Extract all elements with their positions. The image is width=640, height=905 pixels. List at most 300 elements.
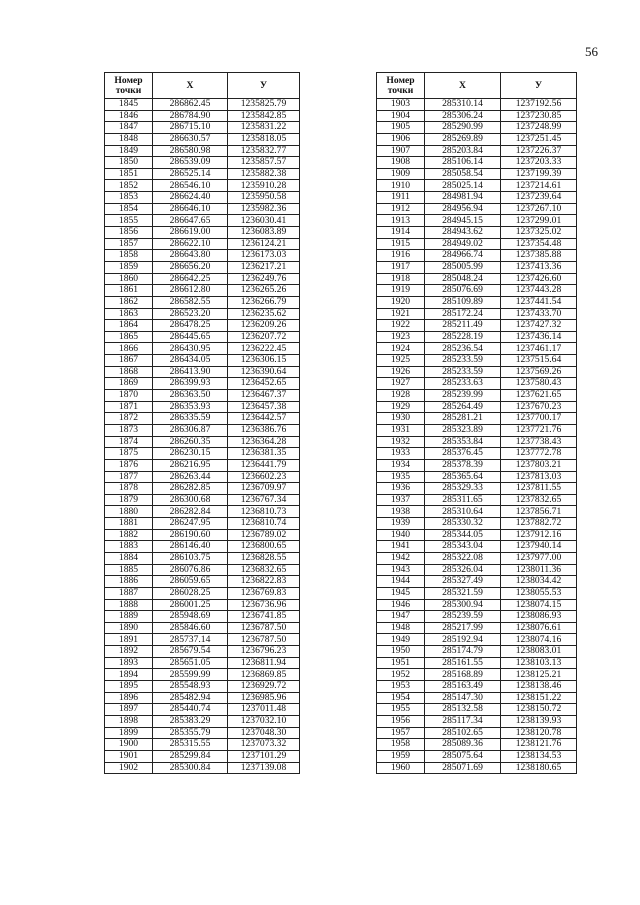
header-point-number: Номер точки: [377, 73, 425, 99]
cell-x: 285383.29: [153, 715, 228, 727]
cell-point-number: 1851: [105, 168, 153, 180]
cell-point-number: 1907: [377, 145, 425, 157]
table-row: [105, 611, 300, 623]
cell-point-number: 1862: [105, 296, 153, 308]
cell-point-number: 1881: [105, 518, 153, 530]
cell-y: 1238074.15: [501, 599, 577, 611]
table-row: [105, 576, 300, 588]
cell-y: 1236452.65: [228, 378, 300, 390]
cell-point-number: 1916: [377, 250, 425, 262]
table-row: [377, 180, 577, 192]
cell-y: 1238138.46: [501, 681, 577, 693]
cell-y: 1236249.76: [228, 273, 300, 285]
cell-y: 1236266.79: [228, 296, 300, 308]
cell-y: 1237267.10: [501, 203, 577, 215]
table-row: [377, 669, 577, 681]
table-row: [377, 308, 577, 320]
table-row: [105, 424, 300, 436]
table-row: [105, 657, 300, 669]
cell-y: 1235950.58: [228, 192, 300, 204]
table-row: [377, 727, 577, 739]
cell-point-number: 1926: [377, 366, 425, 378]
cell-y: 1235982.36: [228, 203, 300, 215]
cell-point-number: 1893: [105, 657, 153, 669]
cell-y: 1236235.62: [228, 308, 300, 320]
cell-x: 286076.86: [153, 564, 228, 576]
table-header-row: [377, 73, 577, 99]
cell-y: 1237139.08: [228, 762, 300, 774]
cell-x: 285269.89: [425, 133, 501, 145]
cell-y: 1237832.65: [501, 494, 577, 506]
cell-y: 1237354.48: [501, 238, 577, 250]
cell-point-number: 1939: [377, 518, 425, 530]
table-row: [105, 471, 300, 483]
cell-point-number: 1936: [377, 483, 425, 495]
cell-x: 285376.45: [425, 448, 501, 460]
table-row: [105, 331, 300, 343]
table-row: [377, 646, 577, 658]
table-row: [105, 296, 300, 308]
table-row: [377, 657, 577, 669]
cell-x: 285172.24: [425, 308, 501, 320]
cell-point-number: 1947: [377, 611, 425, 623]
table-row: [105, 681, 300, 693]
cell-x: 284943.62: [425, 227, 501, 239]
cell-y: 1237192.56: [501, 99, 577, 111]
cell-x: 286582.55: [153, 296, 228, 308]
cell-x: 286247.95: [153, 518, 228, 530]
table-row: [105, 192, 300, 204]
cell-point-number: 1847: [105, 122, 153, 134]
cell-point-number: 1906: [377, 133, 425, 145]
cell-point-number: 1924: [377, 343, 425, 355]
table-row: [377, 157, 577, 169]
cell-point-number: 1905: [377, 122, 425, 134]
cell-x: 285089.36: [425, 739, 501, 751]
cell-y: 1237721.76: [501, 424, 577, 436]
cell-x: 285310.14: [425, 99, 501, 111]
cell-point-number: 1954: [377, 692, 425, 704]
cell-point-number: 1872: [105, 413, 153, 425]
cell-point-number: 1940: [377, 529, 425, 541]
cell-point-number: 1937: [377, 494, 425, 506]
cell-x: 285174.79: [425, 646, 501, 658]
cell-y: 1237912.16: [501, 529, 577, 541]
cell-point-number: 1932: [377, 436, 425, 448]
cell-y: 1238076.61: [501, 622, 577, 634]
cell-x: 286619.00: [153, 227, 228, 239]
cell-point-number: 1915: [377, 238, 425, 250]
cell-x: 285025.14: [425, 180, 501, 192]
cell-point-number: 1960: [377, 762, 425, 774]
cell-x: 286306.87: [153, 424, 228, 436]
table-row: [377, 471, 577, 483]
cell-point-number: 1959: [377, 750, 425, 762]
table-row: [105, 110, 300, 122]
cell-x: 285315.55: [153, 739, 228, 751]
cell-y: 1235857.57: [228, 157, 300, 169]
cell-point-number: 1942: [377, 552, 425, 564]
cell-point-number: 1923: [377, 331, 425, 343]
table-row: [377, 192, 577, 204]
cell-point-number: 1896: [105, 692, 153, 704]
cell-x: 286525.14: [153, 168, 228, 180]
table-row: [105, 459, 300, 471]
cell-y: 1238125.21: [501, 669, 577, 681]
cell-point-number: 1888: [105, 599, 153, 611]
cell-point-number: 1894: [105, 669, 153, 681]
table-row: [377, 215, 577, 227]
cell-x: 285109.89: [425, 296, 501, 308]
cell-x: 286260.35: [153, 436, 228, 448]
cell-x: 286353.93: [153, 401, 228, 413]
cell-point-number: 1956: [377, 715, 425, 727]
cell-y: 1236217.21: [228, 261, 300, 273]
table-row: [105, 599, 300, 611]
cell-x: 285327.49: [425, 576, 501, 588]
table-row: [377, 203, 577, 215]
cell-y: 1237670.23: [501, 401, 577, 413]
cell-point-number: 1933: [377, 448, 425, 460]
cell-x: 285300.84: [153, 762, 228, 774]
cell-y: 1237569.26: [501, 366, 577, 378]
cell-y: 1236602.23: [228, 471, 300, 483]
table-row: [377, 366, 577, 378]
cell-y: 1237325.02: [501, 227, 577, 239]
cell-y: 1237443.28: [501, 285, 577, 297]
cell-y: 1236306.15: [228, 355, 300, 367]
cell-point-number: 1948: [377, 622, 425, 634]
table-row: [377, 750, 577, 762]
cell-y: 1236769.83: [228, 587, 300, 599]
table-row: [105, 634, 300, 646]
header-y: У: [228, 73, 300, 99]
cell-y: 1236386.76: [228, 424, 300, 436]
cell-point-number: 1868: [105, 366, 153, 378]
table-row: [105, 552, 300, 564]
cell-point-number: 1918: [377, 273, 425, 285]
cell-x: 285076.69: [425, 285, 501, 297]
table-row: [105, 483, 300, 495]
cell-point-number: 1902: [105, 762, 153, 774]
table-row: [105, 343, 300, 355]
cell-x: 285117.34: [425, 715, 501, 727]
cell-point-number: 1886: [105, 576, 153, 588]
cell-x: 286230.15: [153, 448, 228, 460]
table-row: [105, 541, 300, 553]
cell-point-number: 1928: [377, 390, 425, 402]
cell-y: 1237048.30: [228, 727, 300, 739]
cell-y: 1237032.10: [228, 715, 300, 727]
cell-y: 1237214.61: [501, 180, 577, 192]
cell-point-number: 1944: [377, 576, 425, 588]
cell-x: 285329.33: [425, 483, 501, 495]
cell-y: 1237251.45: [501, 133, 577, 145]
cell-point-number: 1855: [105, 215, 153, 227]
cell-point-number: 1864: [105, 320, 153, 332]
cell-y: 1238151.22: [501, 692, 577, 704]
table-row: [377, 611, 577, 623]
table-row: [377, 739, 577, 751]
table-row: [105, 506, 300, 518]
cell-y: 1237772.78: [501, 448, 577, 460]
cell-y: 1236124.21: [228, 238, 300, 250]
table-row: [105, 227, 300, 239]
cell-y: 1235831.22: [228, 122, 300, 134]
table-row: [377, 320, 577, 332]
cell-y: 1237977.00: [501, 552, 577, 564]
cell-y: 1236467.37: [228, 390, 300, 402]
cell-x: 286612.80: [153, 285, 228, 297]
cell-x: 286282.84: [153, 506, 228, 518]
cell-point-number: 1854: [105, 203, 153, 215]
table-row: [377, 355, 577, 367]
cell-point-number: 1863: [105, 308, 153, 320]
table-row: [105, 564, 300, 576]
cell-point-number: 1856: [105, 227, 153, 239]
table-row: [377, 704, 577, 716]
cell-point-number: 1917: [377, 261, 425, 273]
table-row: [377, 273, 577, 285]
cell-y: 1237226.37: [501, 145, 577, 157]
cell-point-number: 1883: [105, 541, 153, 553]
table-row: [105, 436, 300, 448]
cell-x: 286580.98: [153, 145, 228, 157]
cell-point-number: 1897: [105, 704, 153, 716]
table-row: [377, 99, 577, 111]
cell-point-number: 1930: [377, 413, 425, 425]
cell-point-number: 1951: [377, 657, 425, 669]
cell-point-number: 1909: [377, 168, 425, 180]
header-x: X: [153, 73, 228, 99]
table-row: [377, 424, 577, 436]
cell-point-number: 1900: [105, 739, 153, 751]
cell-point-number: 1952: [377, 669, 425, 681]
cell-point-number: 1853: [105, 192, 153, 204]
cell-point-number: 1919: [377, 285, 425, 297]
cell-x: 285290.99: [425, 122, 501, 134]
cell-x: 286478.25: [153, 320, 228, 332]
cell-point-number: 1949: [377, 634, 425, 646]
table-row: [377, 494, 577, 506]
cell-x: 285233.63: [425, 378, 501, 390]
cell-y: 1238134.53: [501, 750, 577, 762]
cell-x: 286282.85: [153, 483, 228, 495]
cell-point-number: 1858: [105, 250, 153, 262]
table-row: [105, 448, 300, 460]
cell-y: 1236929.72: [228, 681, 300, 693]
table-row: [377, 587, 577, 599]
cell-y: 1238120.78: [501, 727, 577, 739]
table-row: [377, 390, 577, 402]
table-row: [105, 122, 300, 134]
cell-y: 1237413.36: [501, 261, 577, 273]
cell-point-number: 1871: [105, 401, 153, 413]
cell-y: 1236789.02: [228, 529, 300, 541]
cell-point-number: 1850: [105, 157, 153, 169]
cell-x: 286647.65: [153, 215, 228, 227]
table-row: [105, 145, 300, 157]
cell-x: 286624.40: [153, 192, 228, 204]
cell-point-number: 1912: [377, 203, 425, 215]
cell-x: 285236.54: [425, 343, 501, 355]
cell-x: 285163.49: [425, 681, 501, 693]
cell-x: 285233.59: [425, 355, 501, 367]
table-row: [377, 448, 577, 460]
cell-y: 1237940.14: [501, 541, 577, 553]
cell-y: 1236800.65: [228, 541, 300, 553]
cell-point-number: 1914: [377, 227, 425, 239]
cell-y: 1238150.72: [501, 704, 577, 716]
cell-x: 285599.99: [153, 669, 228, 681]
cell-y: 1238086.93: [501, 611, 577, 623]
cell-x: 285106.14: [425, 157, 501, 169]
cell-x: 285343.04: [425, 541, 501, 553]
table-row: [105, 308, 300, 320]
cell-x: 286413.90: [153, 366, 228, 378]
cell-y: 1236822.83: [228, 576, 300, 588]
cell-point-number: 1865: [105, 331, 153, 343]
table-row: [105, 273, 300, 285]
cell-y: 1237101.29: [228, 750, 300, 762]
table-row: [105, 378, 300, 390]
cell-y: 1238034.42: [501, 576, 577, 588]
cell-point-number: 1861: [105, 285, 153, 297]
cell-y: 1237856.71: [501, 506, 577, 518]
cell-y: 1236709.97: [228, 483, 300, 495]
cell-point-number: 1925: [377, 355, 425, 367]
cell-x: 286059.65: [153, 576, 228, 588]
cell-x: 284949.02: [425, 238, 501, 250]
cell-x: 286001.25: [153, 599, 228, 611]
cell-y: 1236381.35: [228, 448, 300, 460]
table-row: [105, 180, 300, 192]
table-header-row: [105, 73, 300, 99]
table-row: [105, 587, 300, 599]
cell-y: 1236796.23: [228, 646, 300, 658]
cell-point-number: 1938: [377, 506, 425, 518]
cell-y: 1237427.32: [501, 320, 577, 332]
cell-y: 1236222.45: [228, 343, 300, 355]
cell-y: 1235882.38: [228, 168, 300, 180]
table-row: [105, 261, 300, 273]
cell-point-number: 1876: [105, 459, 153, 471]
table-row: [377, 122, 577, 134]
cell-point-number: 1908: [377, 157, 425, 169]
cell-point-number: 1866: [105, 343, 153, 355]
table-row: [377, 168, 577, 180]
cell-x: 285048.24: [425, 273, 501, 285]
cell-y: 1237441.54: [501, 296, 577, 308]
cell-x: 285846.60: [153, 622, 228, 634]
cell-x: 285482.94: [153, 692, 228, 704]
cell-x: 285058.54: [425, 168, 501, 180]
table-row: [377, 133, 577, 145]
cell-x: 284966.74: [425, 250, 501, 262]
cell-point-number: 1946: [377, 599, 425, 611]
cell-y: 1237738.43: [501, 436, 577, 448]
cell-x: 285102.65: [425, 727, 501, 739]
cell-x: 285737.14: [153, 634, 228, 646]
cell-point-number: 1845: [105, 99, 153, 111]
cell-x: 286103.75: [153, 552, 228, 564]
cell-x: 285321.59: [425, 587, 501, 599]
cell-y: 1236265.26: [228, 285, 300, 297]
cell-y: 1236442.57: [228, 413, 300, 425]
cell-y: 1237299.01: [501, 215, 577, 227]
cell-x: 285168.89: [425, 669, 501, 681]
cell-point-number: 1877: [105, 471, 153, 483]
cell-x: 285326.04: [425, 564, 501, 576]
cell-point-number: 1899: [105, 727, 153, 739]
cell-point-number: 1852: [105, 180, 153, 192]
cell-point-number: 1931: [377, 424, 425, 436]
table-row: [377, 483, 577, 495]
cell-x: 286539.09: [153, 157, 228, 169]
table-row: [105, 320, 300, 332]
cell-point-number: 1927: [377, 378, 425, 390]
cell-x: 285378.39: [425, 459, 501, 471]
table-row: [377, 529, 577, 541]
cell-y: 1236828.55: [228, 552, 300, 564]
cell-x: 285330.32: [425, 518, 501, 530]
cell-y: 1236083.89: [228, 227, 300, 239]
coordinates-table-left: [104, 72, 300, 774]
table-row: [105, 750, 300, 762]
cell-x: 285203.84: [425, 145, 501, 157]
table-row: [105, 157, 300, 169]
cell-y: 1236832.65: [228, 564, 300, 576]
cell-point-number: 1935: [377, 471, 425, 483]
cell-y: 1236207.72: [228, 331, 300, 343]
cell-point-number: 1860: [105, 273, 153, 285]
table-row: [105, 494, 300, 506]
cell-point-number: 1889: [105, 611, 153, 623]
cell-x: 285281.21: [425, 413, 501, 425]
cell-x: 285005.99: [425, 261, 501, 273]
cell-x: 286263.44: [153, 471, 228, 483]
cell-y: 1236030.41: [228, 215, 300, 227]
cell-y: 1237433.70: [501, 308, 577, 320]
cell-y: 1235842.85: [228, 110, 300, 122]
cell-x: 285548.93: [153, 681, 228, 693]
cell-y: 1236787.50: [228, 634, 300, 646]
cell-x: 285440.74: [153, 704, 228, 716]
cell-y: 1237700.17: [501, 413, 577, 425]
cell-y: 1238139.93: [501, 715, 577, 727]
cell-point-number: 1885: [105, 564, 153, 576]
table-row: [105, 366, 300, 378]
cell-y: 1236787.50: [228, 622, 300, 634]
table-row: [105, 518, 300, 530]
table-row: [105, 762, 300, 774]
cell-x: 285075.64: [425, 750, 501, 762]
table-row: [377, 250, 577, 262]
cell-y: 1238083.01: [501, 646, 577, 658]
table-row: [377, 401, 577, 413]
cell-x: 286715.10: [153, 122, 228, 134]
cell-x: 285299.84: [153, 750, 228, 762]
cell-x: 285217.99: [425, 622, 501, 634]
cell-y: 1236869.85: [228, 669, 300, 681]
cell-y: 1235825.79: [228, 99, 300, 111]
table-row: [377, 715, 577, 727]
cell-y: 1236736.96: [228, 599, 300, 611]
cell-y: 1237385.88: [501, 250, 577, 262]
cell-x: 286784.90: [153, 110, 228, 122]
table-row: [105, 622, 300, 634]
cell-point-number: 1958: [377, 739, 425, 751]
